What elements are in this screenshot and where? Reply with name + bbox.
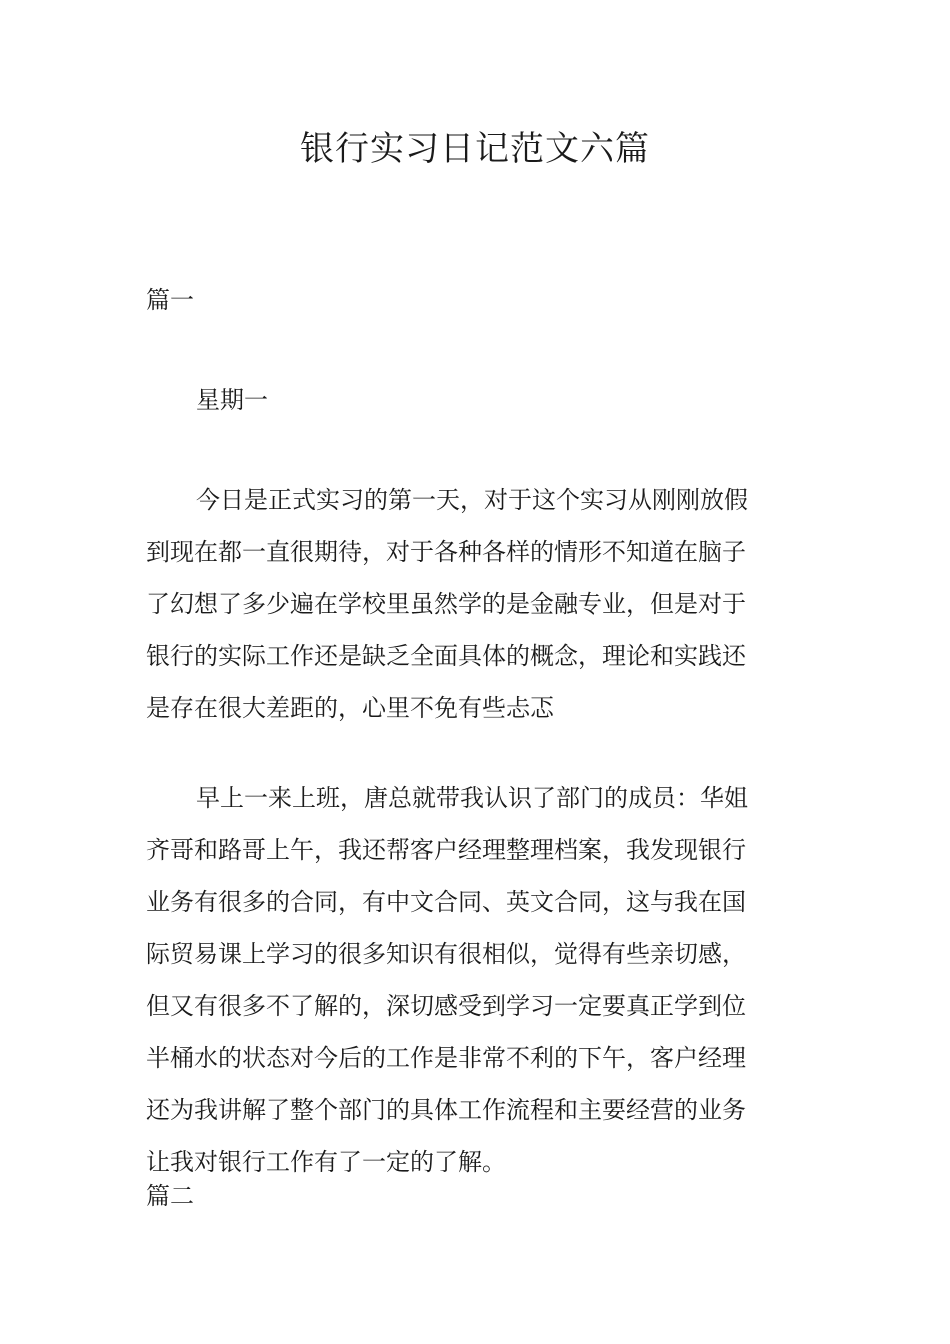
weekday-heading: 星期一	[196, 386, 268, 414]
paragraph-line: 到现在都一直很期待，对于各种各样的情形不知道在脑子	[146, 538, 746, 566]
paragraph-line: 齐哥和路哥上午，我还帮客户经理整理档案，我发现银行	[146, 836, 746, 864]
document-title: 银行实习日记范文六篇	[300, 129, 650, 169]
paragraph-line: 业务有很多的合同，有中文合同、英文合同，这与我在国	[146, 888, 746, 916]
paragraph-line: 半桶水的状态对今后的工作是非常不利的下午，客户经理	[146, 1044, 746, 1072]
paragraph-line: 银行的实际工作还是缺乏全面具体的概念，理论和实践还	[146, 642, 746, 670]
paragraph-line: 际贸易课上学习的很多知识有很相似，觉得有些亲切感，	[146, 940, 746, 968]
paragraph-line: 还为我讲解了整个部门的具体工作流程和主要经营的业务	[146, 1096, 746, 1124]
paragraph-2	[146, 772, 806, 1188]
paragraph-line: 早上一来上班，唐总就带我认识了部门的成员：华姐	[196, 784, 748, 812]
paragraph-line: 但又有很多不了解的，深切感受到学习一定要真正学到位	[146, 992, 746, 1020]
section-label-1: 篇一	[146, 286, 194, 314]
paragraph-line: 让我对银行工作有了一定的了解。	[146, 1148, 506, 1176]
paragraph-line: 是存在很大差距的，心里不免有些忐忑	[146, 694, 554, 722]
paragraph-line: 了幻想了多少遍在学校里虽然学的是金融专业，但是对于	[146, 590, 746, 618]
paragraph-line: 今日是正式实习的第一天，对于这个实习从刚刚放假	[196, 486, 748, 514]
paragraph-1	[146, 474, 806, 734]
section-label-2: 篇二	[146, 1182, 194, 1210]
